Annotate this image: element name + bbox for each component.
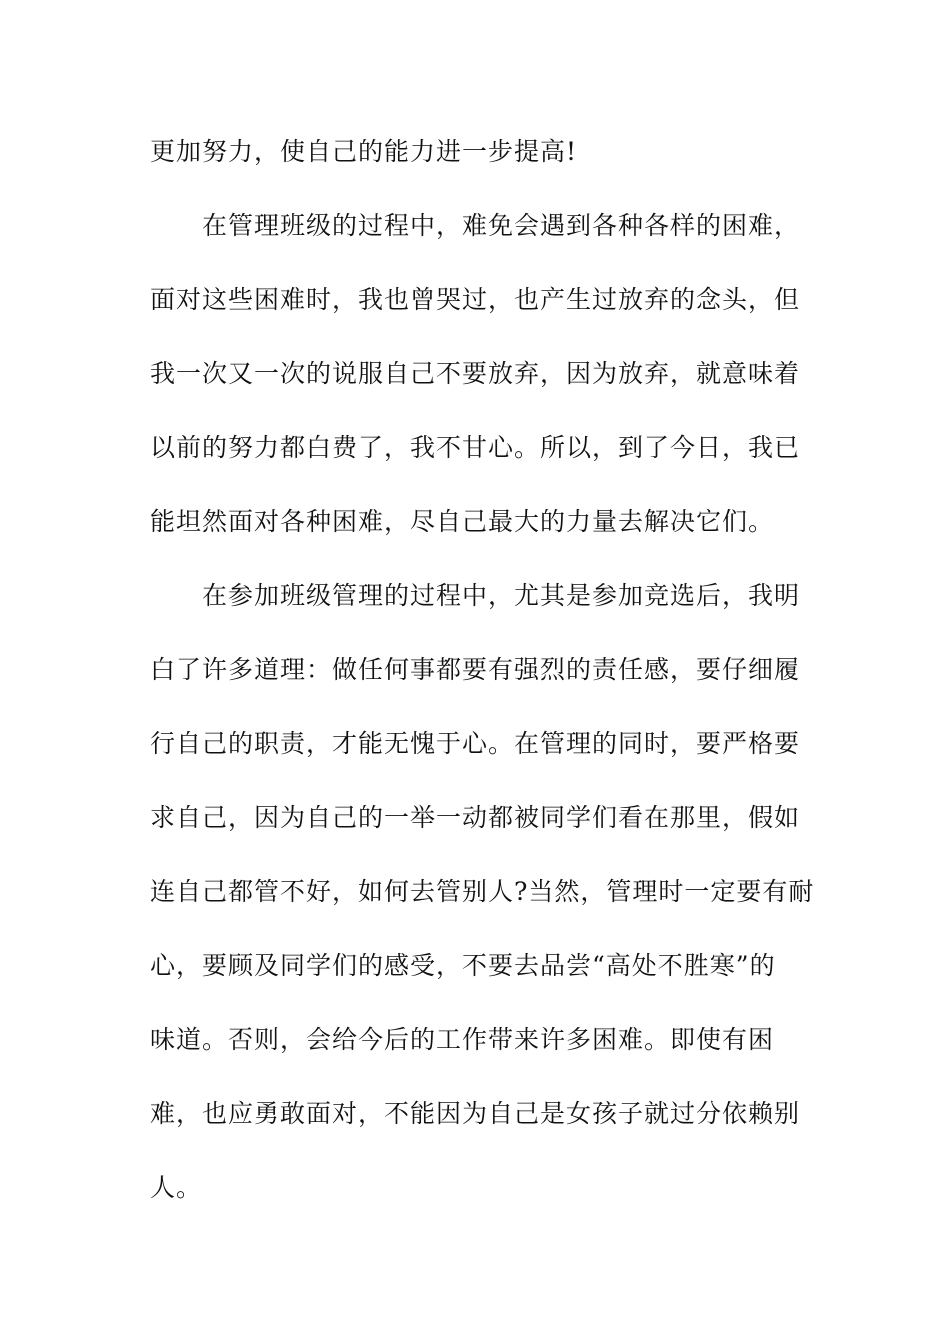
text-line: 心，要顾及同学们的感受，不要去品尝“高处不胜寒”的 [150, 951, 776, 980]
text-line: 我一次又一次的说服自己不要放弃，因为放弃，就意味着 [150, 359, 801, 388]
text-line: 白了许多道理：做任何事都要有强烈的责任感，要仔细履 [150, 655, 801, 684]
text-line: 人。 [150, 1173, 203, 1202]
text-line: 味道。否则，会给今后的工作带来许多困难。即使有困 [150, 1025, 775, 1054]
text-line: 能坦然面对各种困难，尽自己最大的力量去解决它们。 [150, 507, 775, 536]
paragraph-first-line: 在管理班级的过程中，难免会遇到各种各样的困难， [202, 211, 801, 240]
text-line: 难，也应勇敢面对，不能因为自己是女孩子就过分依赖别 [150, 1099, 801, 1128]
text-line: 求自己，因为自己的一举一动都被同学们看在那里，假如 [150, 803, 801, 832]
text-line: 以前的努力都白费了，我不甘心。所以，到了今日，我已 [150, 433, 801, 462]
text-line: 行自己的职责，才能无愧于心。在管理的同时，要严格要 [150, 729, 801, 758]
text-line: 面对这些困难时，我也曾哭过，也产生过放弃的念头，但 [150, 285, 801, 314]
text-line: 连自己都管不好，如何去管别人?当然，管理时一定要有耐 [150, 877, 815, 906]
paragraph-first-line: 在参加班级管理的过程中，尤其是参加竞选后，我明 [202, 581, 801, 610]
text-line: 更加努力，使自己的能力进一步提高! [150, 137, 578, 166]
